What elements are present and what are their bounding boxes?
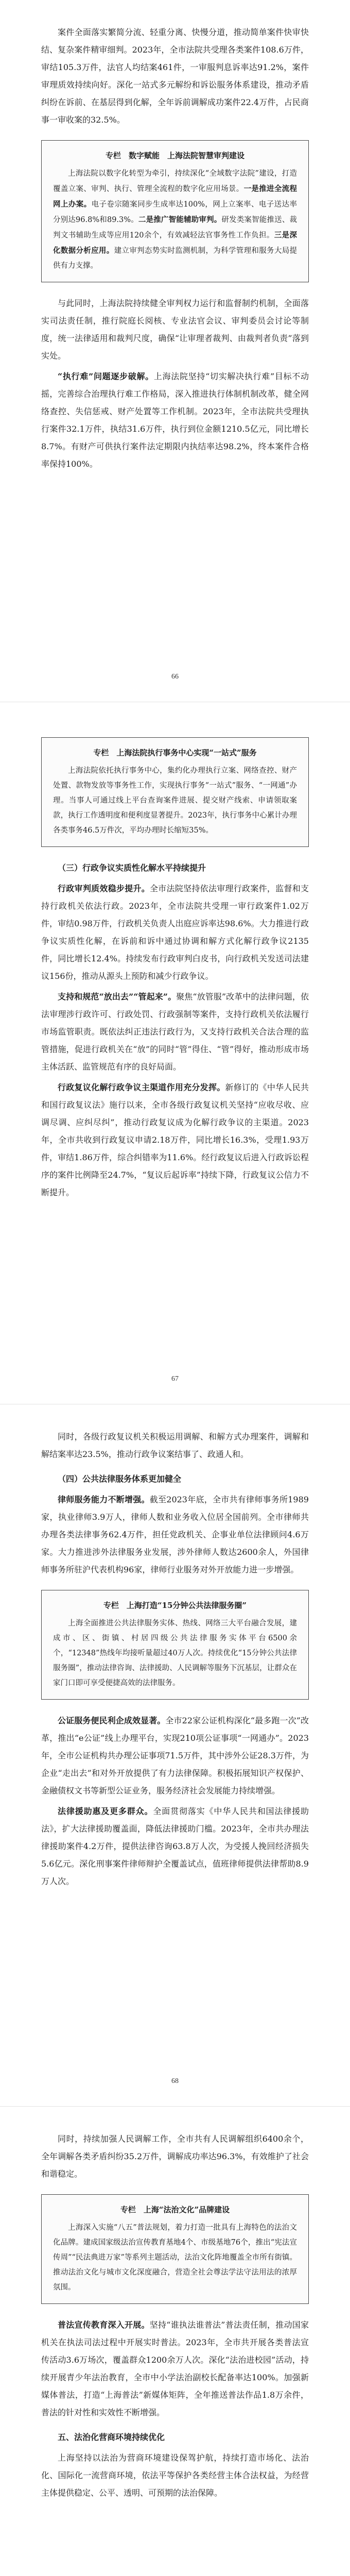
lead-paragraph [41,988,309,1076]
paragraph-text: 截至2023年底，全市共有律师事务所1989家，执业律师3.9万人，律师人数和业务收入位居全国前列。全市律师共办理各类法律事务62.4万件，担任党政机关、企事业单位法律顾问4.6万家。大力推进涉外法律服务业发展，涉外律师人数达2600余人，外国律师事务所驻沪代表机构96家，律师行业服务对外开放能力进一步增强。 [41,1495,309,1574]
paragraph-lead: 公证服务便民利企成效显著。 [58,1716,166,1725]
body-paragraph: 上海坚持以法治为营商环境建设保驾护航，持续打造市场化、法治化、国际化一流营商环境，依法平等保护各类经营主体合法权益，为经营主体提供稳定、公平、透明、可预期的法治保障。 [41,2453,309,2498]
section-heading: （三）行政争议实质性化解水平持续提升 [58,863,206,873]
lead-paragraph [41,368,309,473]
body-paragraph: 与此同时，上海法院持续健全审判权力运行和监督制约机制，全面落实司法责任制，推行院庭长阅核、专业法官会议、审判委员会讨论等制度，统一法律适用和裁判尺度，确保“让审理者裁判、由裁判者负责”落到实处。 [41,298,309,361]
paragraph-text: 全市22家公证机构深化“最多跑一次”改革，推出“e公证”线上办理平台，实现210项公证事项“一网通办”。2023年，全市公证机构共办理公证事项71.5万件，其中涉外公证28.3万件，为企业“走出去”和对外开放提供了有力法律保障。积极拓展知识产权保护、金融债权文书等新型公证业务，服务经济社会发展能力持续增强。 [41,1716,309,1795]
document-page [0,2107,350,2576]
page-number: 67 [171,1375,179,1383]
lead-paragraph [41,1803,309,1890]
section-heading: 五、法治化营商环境持续优化 [58,2432,165,2442]
paragraph-lead: 法律援助惠及更多群众。 [58,1806,153,1816]
feature-box-text: 上海全面推进公共法律服务实体、热线、网络三大平台融合发展，建成市、区、街镇、村居四级公共法律服务实体平台6500余个，“12348”热线年均接听量超过40万人次。持续优化“15分钟公共法律服务圈”，推动法律咨询、法律援助、人民调解等服务下沉基层，让群众在家门口即可享受便捷高效的法律服务。 [53,1619,297,1687]
feature-box [41,140,309,282]
feature-box-highlight: 二是推广智能辅助审判。 [138,215,222,224]
feature-box-text: 研发类案智能推送、裁判文书辅助生成等应用120余个，有效减轻法官事务性工作负担。 [53,216,297,240]
feature-box-title: 专栏 上海打造“15分钟公共法律服务圈” [103,1601,247,1610]
lead-paragraph [41,2316,309,2421]
feature-box-highlight: 一是推进全流程网上办案。 [53,184,297,209]
feature-box-title: 专栏 上海“法治文化”品牌建设 [120,2205,230,2214]
paragraph-text: 全面贯彻落实《中华人民共和国法律援助法》，扩大法律援助覆盖面，降低法律援助门槛。2023年，全市共办理法律援助案件4.2万件，提供法律咨询63.8万人次，为受援人挽回经济损失5.6亿元。深化刑事案件律师辩护全覆盖试点，值班律师提供法律帮助8.9万人次。 [41,1806,309,1886]
paragraph-lead: “执行难”问题逐步破解。 [58,371,154,381]
feature-box-title: 专栏 上海法院执行事务中心实现“一站式”服务 [93,748,257,757]
section-heading: （四）公共法律服务体系更加健全 [58,1474,182,1484]
paragraph-lead: 律师服务能力不断增强。 [58,1495,150,1504]
body-paragraph: 同时，持续加强人民调解工作，全市共有人民调解组织6400余个，全年调解各类矛盾纠纷35.2万件，调解成功率达96.3%，有效维护了社会和谐稳定。 [41,2134,309,2179]
body-paragraph: 案件全面落实繁简分流、轻重分离、快慢分道，推动简单案件快审快结、复杂案件精审细判。2023年，全市法院共受理各类案件108.6万件，审结105.3万件，法官人均结案461件，一审服判息诉率达91.2%，案件审理质效持续向好。深化一站式多元解纷和诉讼服务体系建设，推动矛盾纠纷在诉前、在基层得到化解，全年诉前调解成功案件22.4万件，占民商事一审收案的32.5%。 [41,27,309,125]
paragraph-text: 坚持“谁执法谁普法”普法责任制，推动国家机关在执法司法过程中开展实时普法。2023年，全市共开展各类普法宣传活动3.6万场次，覆盖群众1200余万人次。深化“法治进校园”活动，持续开展青少年法治教育，全市中小学法治副校长配备率达100%。加强新媒体普法，打造“上海普法”新媒体矩阵，全年推送普法作品1.8万余件，普法的针对性和实效性不断增强。 [41,2320,309,2417]
feature-box-text: 上海深入实施“八五”普法规划，着力打造一批具有上海特色的法治文化品牌。建成国家级法治宣传教育基地4个、市级基地76个，推出“宪法宣传周”“民法典进万家”等系列主题活动，法治文化阵地覆盖全市所有街镇。推动法治文化与城市文化深度融合，营造全社会尊法学法守法用法的浓厚氛围。 [53,2224,297,2292]
paragraph-text: 全市法院坚持依法审理行政案件，监督和支持行政机关依法行政。2023年，全市法院共受理一审行政案件1.02万件，审结0.98万件，行政机关负责人出庭应诉率达98.6%。大力推进行政争议实质性化解，在诉前和诉中通过协调和解方式化解行政争议2135件，同比增长12.4%。持续发布行政审判白皮书，向行政机关发送司法建议156份，推动从源头上预防和减少行政争议。 [41,884,309,981]
lead-paragraph [41,1079,309,1201]
document-page [0,0,350,702]
body-paragraph: 同时，各级行政复议机关积极运用调解、和解方式办理案件，调解和解结案率达23.5%，推动行政争议案结事了、政通人和。 [41,1432,309,1459]
feature-box-text: 建立审判态势实时监测机制，为科学管理和服务大局提供有力支撑。 [53,247,297,270]
feature-box [41,2194,309,2304]
paragraph-text: 聚焦“放管服”改革中的法律问题，依法审理涉行政许可、行政处罚、行政强制等案件，支持行政机关依法履行市场监管职责。既依法纠正违法行政行为，又支持行政机关合法合理的监管措施，促进行政机关在“放”的同时“管”得住、“管”得好，推动形成市场主体活跃、监管规范有序的良好局面。 [41,992,309,1072]
paragraph-lead: 行政复议化解行政争议主渠道作用充分发挥。 [58,1082,225,1092]
document-page [0,702,350,1404]
feature-box-paragraph [53,764,297,838]
feature-box [41,1590,309,1700]
page-number: 68 [171,2077,179,2085]
feature-box-paragraph [53,2221,297,2295]
document-page [0,1404,350,2107]
paragraph-lead: 行政审判质效稳步提升。 [58,884,150,893]
paragraph-text: 上海法院坚持“切实解决执行难”目标不动摇，完善综合治理执行难工作格局，深入推进执行体制机制改革，健全网络查控、失信惩戒、财产处置等工作机制。2023年，全市法院共受理执行案件32.1万件，执结31.6万件，执行到位金额1210.5亿元，同比增长8.7%。有财产可供执行案件法定期限内执结率达98.2%，终本案件合格率保持100%。 [41,371,309,469]
feature-box-highlight: 三是深化数据分析应用。 [53,231,297,255]
paragraph-lead: 支持和规范“放出去”“管起来”。 [58,992,177,1002]
page-number: 66 [171,673,179,681]
lead-paragraph [41,1712,309,1800]
feature-box [41,737,309,847]
feature-box-text: 上海法院以数字化转型为牵引，持续深化“全域数字法院”建设，打造覆盖立案、审判、执行、管理全流程的数字化应用场景。 [53,170,297,193]
paragraph-text: 新修订的《中华人民共和国行政复议法》施行以来，全市各级行政复议机关坚持“应收尽收、应调尽调、应纠尽纠”，推动行政复议成为化解行政争议的主渠道。2023年，全市共收到行政复议申请2.18万件，同比增长16.3%，受理1.93万件，审结1.86万件，综合纠错率为11.6%。经行政复议后进入行政诉讼程序的案件比例降至24.7%，“复议后起诉率”持续下降，行政复议公信力不断提升。 [41,1082,309,1197]
lead-paragraph [41,880,309,985]
feature-box-paragraph [53,1616,297,1691]
feature-box-paragraph [53,166,297,274]
feature-box-text: 电子卷宗随案同步生成率达100%，网上立案率、电子送达率分别达96.8%和89.3%。 [53,200,297,224]
feature-box-title: 专栏 数字赋能 上海法院智慧审判建设 [105,151,244,160]
paragraph-lead: 普法宣传教育深入开展。 [58,2320,150,2330]
feature-box-text: 上海法院依托执行事务中心，集约化办理执行立案、网络查控、财产处置、款物发放等事务性工作，实现执行事务“一站式”服务、“一网通”办理。当事人可通过线上平台查询案件进展、提交财产线索、申请领取案款，执行工作透明度和便利度显著提升。2023年，执行事务中心累计办理各类事务46.5万件次，平均办理时长缩短35%。 [53,767,297,835]
lead-paragraph [41,1491,309,1579]
